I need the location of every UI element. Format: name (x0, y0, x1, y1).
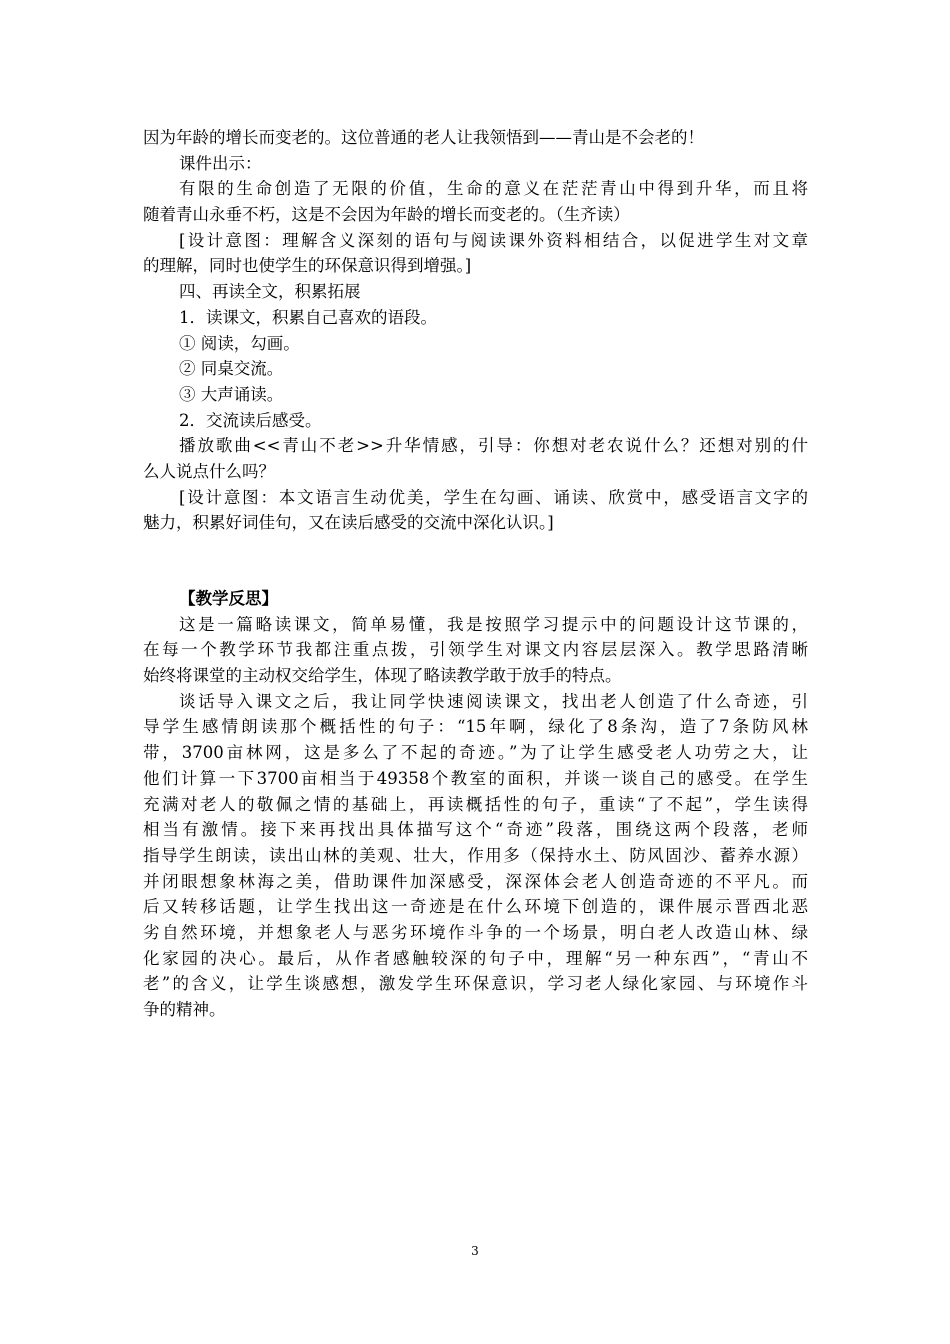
text-line: 指导学生朗读，读出山林的美观、壮大，作用多（保持水土、防风固沙、蓄养水源） (143, 845, 808, 865)
text-line: 老”的含义，让学生谈感想，激发学生环保意识，学习老人绿化家园、与环境作斗 (143, 974, 808, 994)
text-line: 化家园的决心。最后，从作者感触较深的句子中，理解“另一种东西”，“青山不 (143, 948, 808, 968)
page-number: 3 (471, 1244, 479, 1258)
text-line: 劣自然环境，并想象老人与恶劣环境作斗争的一个场景，明白老人改造山林、绿 (143, 922, 808, 942)
section-subheading: 四、再读全文，积累拓展 (179, 282, 361, 302)
spacer (143, 536, 808, 586)
text-line: 他们计算一下3700亩相当于49358个教室的面积，并谈一谈自己的感受。在学生 (143, 768, 808, 788)
text-line: 充满对老人的敬佩之情的基础上，再读概括性的句子，重读“了不起”，学生读得 (143, 794, 808, 814)
text-line: 的理解，同时也使学生的环保意识得到增强。] (143, 256, 472, 276)
text-line: 因为年龄的增长而变老的。这位普通的老人让我领悟到——青山是不会老的！ (143, 128, 704, 147)
document-body (143, 125, 808, 1023)
text-line: 谈话导入课文之后，我让同学快速阅读课文，找出老人创造了什么奇迹，引 (179, 691, 808, 711)
text-line: [设计意图：本文语言生动优美，学生在勾画、诵读、欣赏中，感受语言文字的 (179, 487, 808, 507)
text-line: 播放歌曲<<青山不老>>升华情感，引导：你想对老农说什么？还想对别的什 (179, 436, 808, 456)
text-line: 随着青山永垂不朽，这是不会因为年龄的增长而变老的。（生齐读） (143, 205, 630, 225)
text-line: 争的精神。 (143, 1000, 226, 1019)
text-line: 么人说点什么吗？ (143, 461, 275, 481)
reflection-paragraph-1 (143, 612, 808, 689)
text-line: 带，3700亩林网，这是多么了不起的奇迹。”为了让学生感受老人功劳之大，让 (143, 743, 808, 763)
reflection-paragraph-2 (143, 689, 808, 1023)
text-line: 课件出示： (179, 153, 262, 173)
text-line: 相当有激情。接下来再找出具体描写这个“奇迹”段落，围绕这两个段落，老师 (143, 820, 808, 840)
text-line: [设计意图：理解含义深刻的语句与阅读课外资料相结合，以促进学生对文章 (179, 230, 808, 250)
list-item: 2．交流读后感受。 (179, 410, 322, 430)
list-item: ① 阅读，勾画。 (179, 333, 300, 353)
text-line: 这是一篇略读课文，简单易懂，我是按照学习提示中的问题设计这节课的， (179, 614, 808, 634)
text-line: 导学生感情朗读那个概括性的句子：“15年啊，绿化了8条沟，造了7条防风林 (143, 717, 808, 737)
text-line: 魅力，积累好词佳句，又在读后感受的交流中深化认识。] (143, 513, 554, 533)
text-line: 有限的生命创造了无限的价值，生命的意义在茫茫青山中得到升华，而且将 (179, 179, 808, 199)
list-item: ③ 大声诵读。 (179, 384, 284, 404)
text-line: 始终将课堂的主动权交给学生，体现了略读教学敢于放手的特点。 (143, 666, 622, 686)
list-item: 1．读课文，积累自己喜欢的语段。 (179, 307, 437, 327)
text-line: 在每一个教学环节我都注重点拨，引领学生对课文内容层层深入。教学思路清晰 (143, 640, 808, 660)
list-item: ② 同桌交流。 (179, 359, 284, 379)
text-line: 并闭眼想象林海之美，借助课件加深感受，深深体会老人创造奇迹的不平凡。而 (143, 871, 808, 891)
text-line: 后又转移话题，让学生找出这一奇迹是在什么环境下创造的，课件展示晋西北恶 (143, 897, 808, 917)
reflection-heading: 【教学反思】 (179, 589, 278, 608)
